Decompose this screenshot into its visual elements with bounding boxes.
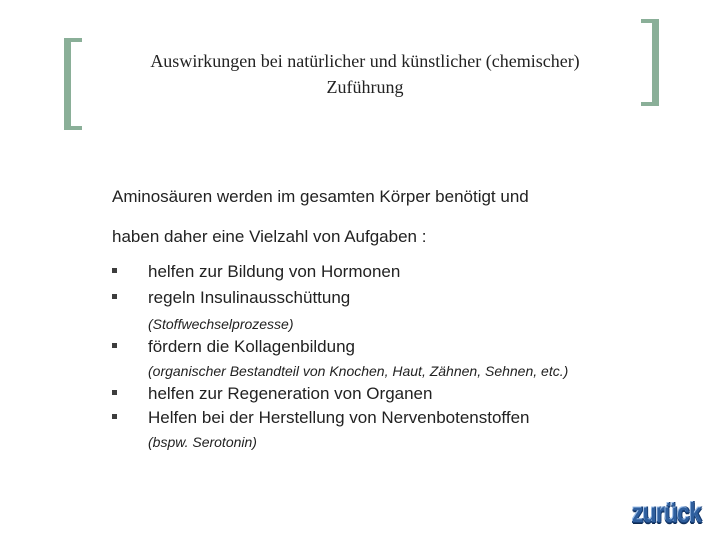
square-bullet-icon [112, 390, 117, 395]
left-title-bracket-top [64, 38, 82, 42]
slide-title-line-1: Auswirkungen bei natürlicher und künstlicher (chemischer) [150, 51, 580, 71]
right-title-bracket-top [641, 19, 659, 23]
slide-title-line-2: Zuführung [326, 77, 404, 97]
bullet-text-collagen: fördern die Kollagenbildung [148, 337, 355, 356]
bullet-text-insulin: regeln Insulinausschüttung [148, 288, 351, 307]
square-bullet-icon [112, 414, 117, 419]
bullet-note-serotonin: (bspw. Serotonin) [148, 434, 257, 450]
right-title-bracket-bottom [641, 102, 659, 106]
back-button-label: zurück [632, 497, 702, 528]
back-button[interactable] [632, 496, 708, 530]
bullet-text-neurotransmitters: Helfen bei der Herstellung von Nervenbotenstoffen [148, 408, 530, 427]
bullet-note-collagen: (organischer Bestandteil von Knochen, Haut, Zähnen, Sehnen, etc.) [148, 363, 569, 379]
intro-line-1: Aminosäuren werden im gesamten Körper benötigt und [112, 187, 529, 206]
square-bullet-icon [112, 294, 117, 299]
right-title-bracket [652, 19, 659, 106]
bullet-text-hormones: helfen zur Bildung von Hormonen [148, 262, 401, 281]
slide-title [85, 48, 645, 100]
square-bullet-icon [112, 268, 117, 273]
left-title-bracket [64, 38, 71, 130]
square-bullet-icon [112, 343, 117, 348]
bullet-note-metabolism: (Stoffwechselprozesse) [148, 316, 294, 332]
bullet-text-organs: helfen zur Regeneration von Organen [148, 384, 433, 403]
left-title-bracket-bottom [64, 126, 82, 130]
intro-line-2: haben daher eine Vielzahl von Aufgaben : [112, 227, 427, 246]
intro-text [112, 177, 672, 257]
